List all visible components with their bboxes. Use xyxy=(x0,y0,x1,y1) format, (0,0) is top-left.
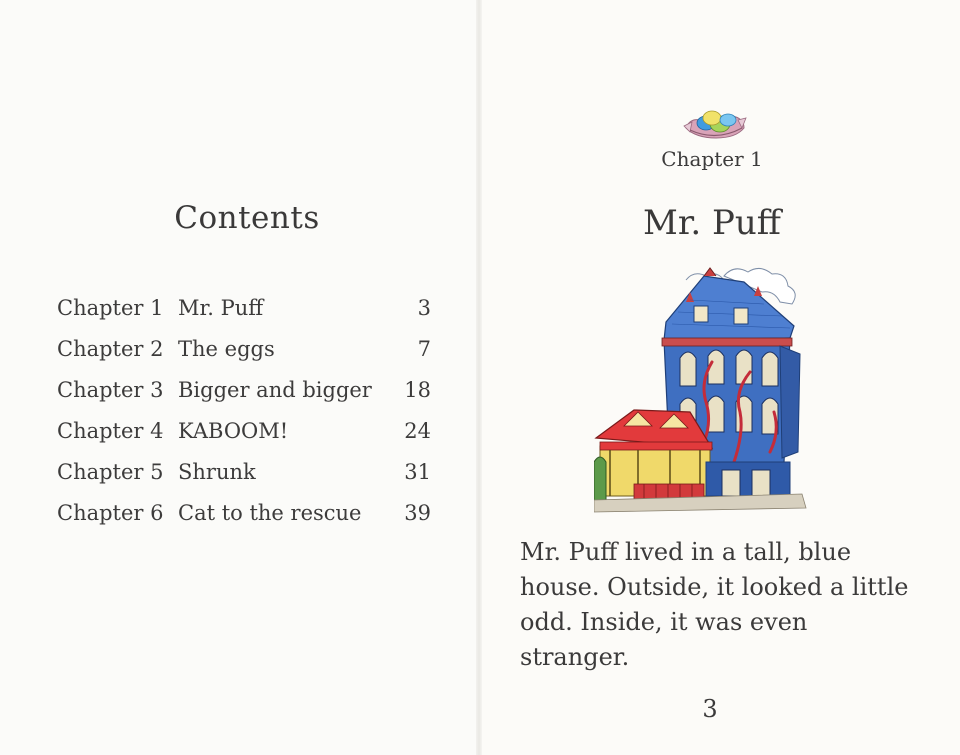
chapter-title: Mr. Puff xyxy=(643,203,781,243)
toc-row[interactable] xyxy=(57,452,437,493)
toc-page-number: 18 xyxy=(404,378,431,402)
toc-chapter-number: Chapter 3 xyxy=(57,378,164,402)
toc-page-number: 31 xyxy=(404,460,431,484)
toc-page-number: 3 xyxy=(417,296,431,320)
blue-house-illustration xyxy=(594,262,816,514)
toc-chapter-number: Chapter 5 xyxy=(57,460,164,484)
toc-row[interactable] xyxy=(57,411,437,452)
toc-row[interactable] xyxy=(57,288,437,329)
page-number: 3 xyxy=(702,695,718,723)
table-of-contents xyxy=(57,288,437,534)
toc-page-number: 24 xyxy=(404,419,431,443)
toc-chapter-title: Cat to the rescue xyxy=(178,501,362,525)
egg-nest-icon xyxy=(682,98,748,142)
toc-chapter-title: Mr. Puff xyxy=(178,296,264,320)
toc-chapter-number: Chapter 6 xyxy=(57,501,164,525)
book-gutter xyxy=(476,0,482,755)
toc-row[interactable] xyxy=(57,329,437,370)
toc-chapter-title: Shrunk xyxy=(178,460,256,484)
contents-heading: Contents xyxy=(174,200,320,236)
toc-row[interactable] xyxy=(57,370,437,411)
story-text: Mr. Puff lived in a tall, blue house. Outside, it looked a little odd. Inside, it was even stranger. xyxy=(520,538,909,671)
toc-chapter-number: Chapter 4 xyxy=(57,419,164,443)
toc-chapter-title: Bigger and bigger xyxy=(178,378,372,402)
toc-chapter-title: The eggs xyxy=(178,337,275,361)
chapter-label: Chapter 1 xyxy=(661,147,763,171)
toc-page-number: 7 xyxy=(417,337,431,361)
toc-page-number: 39 xyxy=(404,501,431,525)
toc-chapter-number: Chapter 1 xyxy=(57,296,164,320)
toc-chapter-title: KABOOM! xyxy=(178,419,289,443)
toc-row[interactable] xyxy=(57,493,437,534)
toc-chapter-number: Chapter 2 xyxy=(57,337,164,361)
